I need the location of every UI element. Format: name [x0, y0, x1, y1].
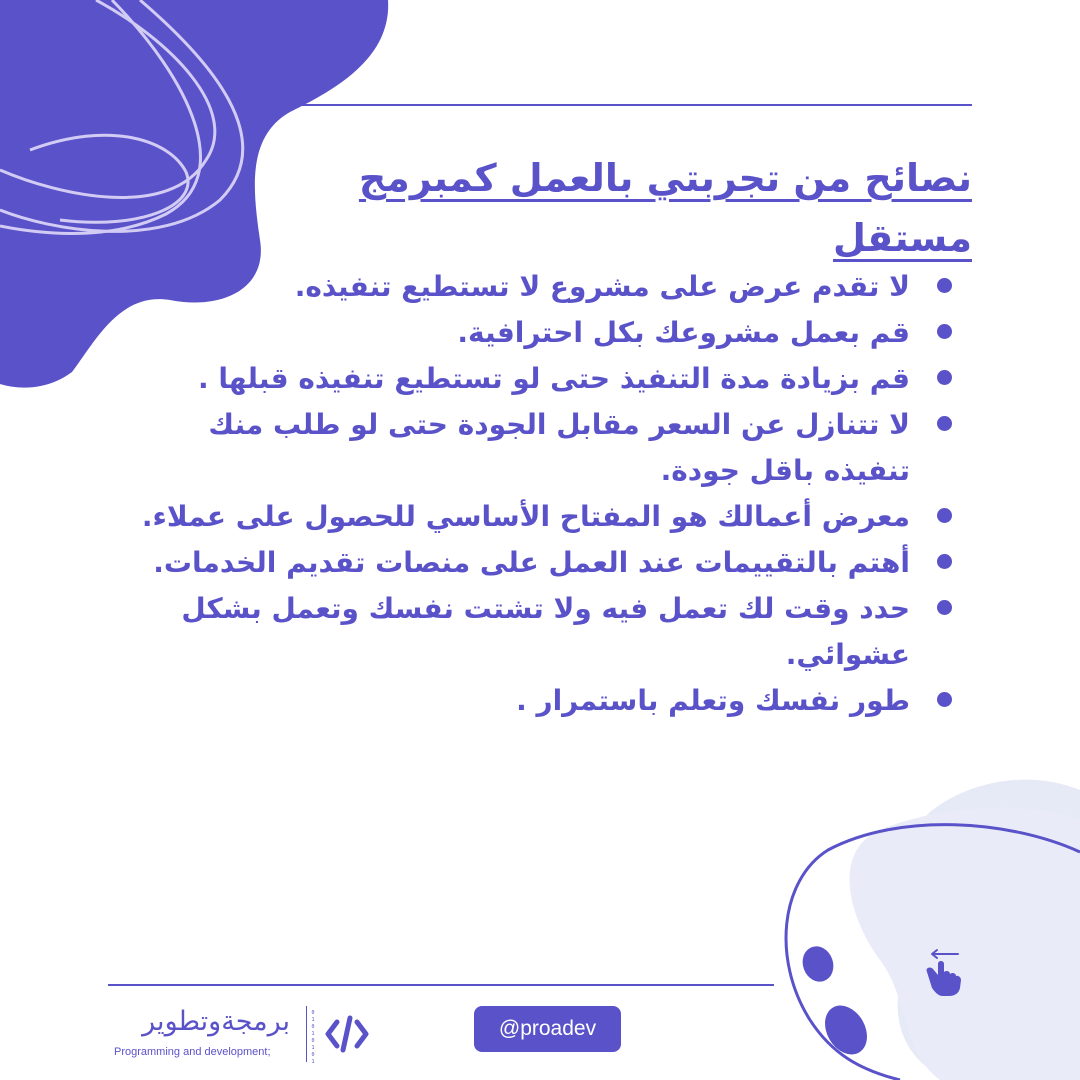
page-title: نصائح من تجربتي بالعمل كمبرمج مستقل	[358, 156, 972, 260]
tip-item	[122, 540, 952, 586]
blob-dot-lower	[817, 998, 876, 1062]
tip-item	[122, 310, 952, 356]
logo-arabic-text: برمجةوتطوير	[142, 1006, 290, 1037]
binary-digits-icon: 0 1 0 1 0 1 0 1	[311, 1010, 315, 1065]
tip-text: حدد وقت لك تعمل فيه ولا تشتت نفسك وتعمل بشكل عشوائي.	[181, 592, 910, 671]
tip-text: طور نفسك وتعلم باستمرار .	[516, 684, 910, 717]
tip-item	[122, 494, 952, 540]
tip-text: معرض أعمالك هو المفتاح الأساسي للحصول على عملاء.	[141, 500, 910, 533]
blob-dot-upper	[798, 942, 839, 986]
tip-item	[122, 402, 952, 494]
social-handle-badge[interactable]: @proadev	[474, 1006, 621, 1052]
top-divider	[260, 104, 972, 106]
tip-text: لا تتنازل عن السعر مقابل الجودة حتى لو طلب منك تنفيذه باقل جودة.	[208, 408, 910, 487]
brand-logo	[112, 1006, 372, 1066]
tips-list	[122, 264, 952, 724]
bullet-icon	[937, 600, 952, 615]
tip-text: قم بزيادة مدة التنفيذ حتى لو تستطيع تنفيذه قبلها .	[198, 362, 910, 395]
tip-item	[122, 678, 952, 724]
bullet-icon	[937, 370, 952, 385]
pointing-hand-icon	[918, 946, 968, 998]
logo-divider	[306, 1006, 307, 1062]
tip-text: لا تقدم عرض على مشروع لا تستطيع تنفيذه.	[294, 270, 910, 303]
tip-item	[122, 356, 952, 402]
tip-item	[122, 264, 952, 310]
bullet-icon	[937, 324, 952, 339]
code-brackets-icon	[324, 1012, 370, 1056]
bottom-divider	[108, 984, 774, 986]
bullet-icon	[937, 554, 952, 569]
logo-english-text: Programming and development;	[114, 1046, 271, 1058]
bullet-icon	[937, 692, 952, 707]
tip-text: قم بعمل مشروعك بكل احترافية.	[457, 316, 910, 349]
tip-item	[122, 586, 952, 678]
tip-text: أهتم بالتقييمات عند العمل على منصات تقديم الخدمات.	[153, 546, 910, 579]
bullet-icon	[937, 416, 952, 431]
bullet-icon	[937, 278, 952, 293]
bullet-icon	[937, 508, 952, 523]
bottom-right-blob-front	[850, 808, 1080, 1080]
